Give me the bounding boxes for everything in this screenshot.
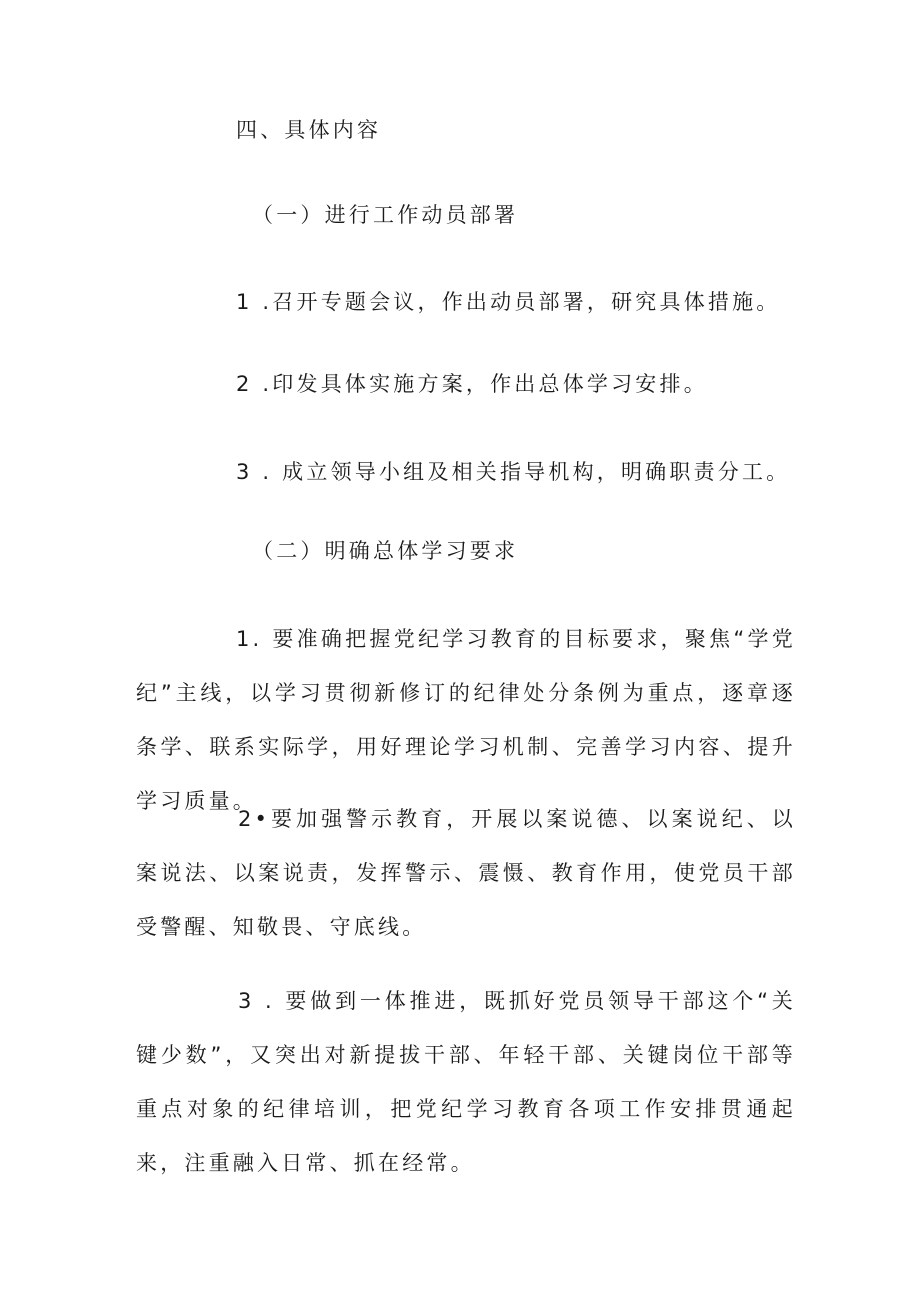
list-item: 3 . 成立领导小组及相关指导机构，明确职责分工。: [236, 460, 791, 484]
requirement-paragraph: 2•要加强警示教育，开展以案说德、以案说纪、以案说法、以案说责，发挥警示、震慑、教育作用，使党员干部受警醒、知敬畏、守底线。: [136, 807, 796, 939]
list-item: 2 .印发具体实施方案，作出总体学习安排。: [236, 372, 708, 396]
requirement-paragraph: 3 . 要做到一体推进，既抓好党员领导干部这个“关键少数”，又突出对新提拔干部、年轻干部、关键岗位干部等重点对象的纪律培训，把党纪学习教育各项工作安排贯通起来，注重融入日常、抓在经常。: [136, 989, 796, 1175]
subsection-heading-2: （二）明确总体学习要求: [252, 539, 519, 563]
section-heading: 四、具体内容: [236, 118, 382, 142]
requirement-paragraph: 1. 要准确把握党纪学习教育的目标要求，聚焦“学党纪”主线，以学习贯彻新修订的纪律处分条例为重点，逐章逐条学、联系实际学，用好理论学习机制、完善学习内容、提升学习质量。: [136, 627, 796, 813]
list-item: 1 .召开专题会议，作出动员部署，研究具体措施。: [236, 290, 781, 314]
subsection-heading-1: （一）进行工作动员部署: [252, 203, 519, 227]
